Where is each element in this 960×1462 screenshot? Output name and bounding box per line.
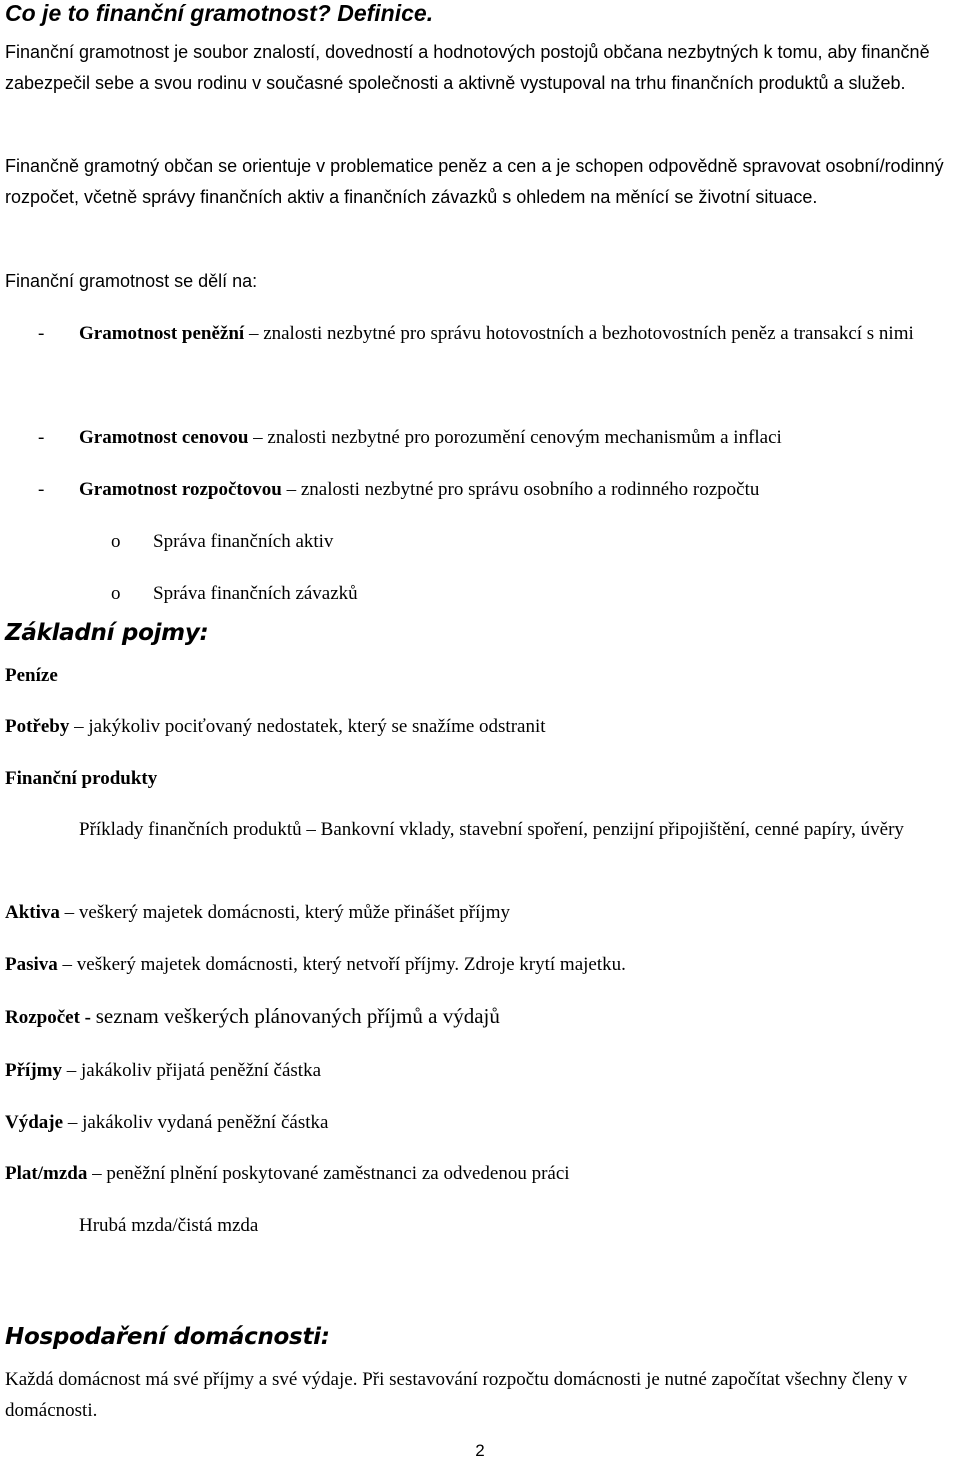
term-label: Plat/mzda [5, 1163, 88, 1184]
term-rozpocet [5, 1001, 500, 1033]
division-desc: – znalosti nezbytné pro porozumění cenovým mechanismům a inflaci [248, 427, 782, 448]
sub-item-label: Správa finančních aktiv [153, 531, 334, 552]
household-paragraph: Každá domácnost má své příjmy a své výdaje. Při sestavování rozpočtu domácnosti je nutné započítat všechny členy v domácnosti. [5, 1369, 908, 1421]
division-desc: – znalosti nezbytné pro správu osobního a rodinného rozpočtu [281, 479, 760, 500]
division-term: Gramotnost rozpočtovou [79, 479, 282, 500]
term-priklady: Příklady finančních produktů – Bankovní vklady, stavební spoření, penzijní připojištění, cenné papíry, úvěry [79, 819, 904, 840]
citizen-paragraph: Finančně gramotný občan se orientuje v problematice peněz a cen a je schopen odpovědně spravovat osobní/rodinný rozpočet, včetně správy finančních aktiv a finančních závazků s ohledem na měnící se životní situace. [5, 156, 944, 207]
term-plat [5, 1158, 570, 1189]
division-item-penezni [5, 318, 960, 422]
term-label: Výdaje [5, 1112, 64, 1133]
term-vydaje [5, 1107, 328, 1138]
dash-marker: - [38, 479, 45, 500]
division-term: Gramotnost cenovou [79, 427, 249, 448]
term-penize: Peníze [5, 665, 58, 686]
term-label: Aktiva [5, 902, 60, 923]
term-aktiva [5, 897, 510, 928]
bullet-marker: o [111, 531, 121, 552]
division-desc: – znalosti nezbytné pro správu hotovostních a bezhotovostních peněz a transakcí s nimi [244, 323, 914, 344]
term-pasiva [5, 949, 626, 980]
dash-marker: - [38, 323, 45, 344]
term-desc: – jakýkoliv pociťovaný nedostatek, který se snažíme odstranit [69, 716, 546, 737]
term-desc: – peněžní plnění poskytované zaměstnanci za odvedenou práci [87, 1163, 570, 1184]
sub-item-label: Správa finančních závazků [153, 583, 358, 604]
term-desc: – jakákoliv přijatá peněžní částka [61, 1060, 322, 1081]
household-heading: Hospodaření domácnosti: [5, 1324, 330, 1350]
term-label: Potřeby [5, 716, 70, 737]
term-hruba-mzda: Hrubá mzda/čistá mzda [79, 1215, 259, 1236]
division-intro: Finanční gramotnost se dělí na: [5, 271, 258, 291]
term-label: Příjmy [5, 1060, 62, 1081]
term-prijmy [5, 1055, 321, 1086]
division-item-cenova [5, 422, 960, 474]
term-potreby [5, 711, 546, 742]
term-desc: – veškerý majetek domácnosti, který netvoří příjmy. Zdroje krytí majetku. [57, 954, 626, 975]
term-label: Pasiva [5, 954, 58, 975]
division-term: Gramotnost peněžní [79, 323, 245, 344]
dash-marker: - [38, 427, 45, 448]
basics-heading: Základní pojmy: [5, 620, 209, 646]
bullet-marker: o [111, 583, 121, 604]
division-list [5, 318, 960, 630]
term-desc: – veškerý majetek domácnosti, který může přinášet příjmy [59, 902, 510, 923]
term-financni-produkty: Finanční produkty [5, 768, 158, 789]
page-title: Co je to finanční gramotnost? Definice. [5, 0, 434, 26]
sub-item-aktiva [5, 526, 960, 578]
term-desc: seznam veškerých plánovaných příjmů a výdajů [95, 1004, 500, 1028]
page-number: 2 [475, 1441, 485, 1460]
division-item-rozpoctova [5, 474, 960, 526]
term-label: Rozpočet - [5, 1007, 96, 1028]
term-desc: – jakákoliv vydaná peněžní částka [63, 1112, 329, 1133]
definition-paragraph: Finanční gramotnost je soubor znalostí, dovedností a hodnotových postojů občana nezbytných k tomu, aby finančně zabezpečil sebe a svou rodinu v současné společnosti a aktivně vystupoval na trhu finančních produktů a služeb. [5, 42, 930, 93]
